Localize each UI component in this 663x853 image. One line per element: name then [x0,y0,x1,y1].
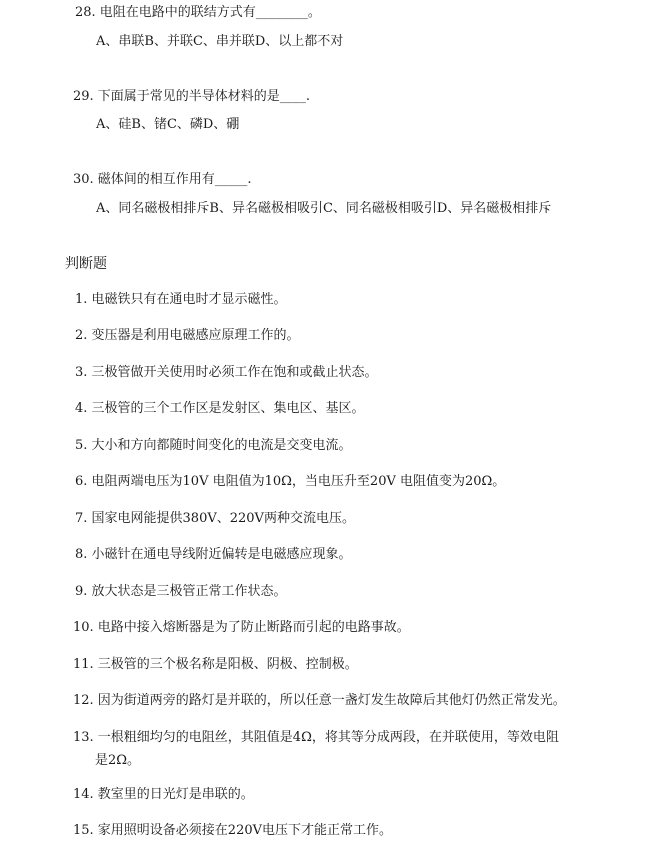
question-29-stem [73,88,310,106]
question-30-blank: _____ [214,172,248,187]
tf-item-6: 6. 电阻两端电压为10V 电阻值为10Ω，当电压升至20V 电阻值变为20Ω。 [75,474,506,489]
tf-item-11: 11. 三极管的三个极名称是阳极、阴极、控制极。 [73,657,358,672]
tf-item-14: 14. 教室里的日光灯是串联的。 [73,787,254,802]
question-29-text: 29. 下面属于常见的半导体材料的是 [73,89,280,104]
question-28-tail: 。 [307,5,321,20]
tf-item-2: 2. 变压器是利用电磁感应原理工作的。 [75,328,300,343]
question-28-blank: ________ [255,5,308,20]
tf-item-5: 5. 大小和方向都随时间变化的电流是交变电流。 [75,438,352,453]
tf-item-9: 9. 放大状态是三极管正常工作状态。 [75,584,287,599]
tf-item-13: 13. 一根粗细均匀的电阻丝，其阻值是4Ω，将其等分成两段，在并联使用，等效电阻 [73,730,559,745]
question-29-blank: ____ [279,89,306,104]
question-30-options: A、同名磁极相排斥B、异名磁极相吸引C、同名磁极相吸引D、异名磁极相排斥 [96,201,552,216]
question-30-tail: . [247,172,252,187]
tf-item-15: 15. 家用照明设备必须接在220V电压下才能正常工作。 [73,823,393,838]
question-29-tail: . [305,89,310,104]
tf-item-12: 12. 因为街道两旁的路灯是并联的，所以任意一盏灯发生故障后其他灯仍然正常发光。 [73,693,566,708]
tf-item-3: 3. 三极管做开关使用时必须工作在饱和或截止状态。 [75,365,378,380]
question-28-options: A、串联B、并联C、串并联D、以上都不对 [96,34,344,49]
tf-item-8: 8. 小磁针在通电导线附近偏转是电磁感应现象。 [75,547,352,562]
tf-item-4: 4. 三极管的三个工作区是发射区、集电区、基区。 [75,401,365,416]
question-29-options: A、硅B、锗C、磷D、硼 [96,117,240,132]
tf-item-7: 7. 国家电网能提供380V、220V两种交流电压。 [75,511,355,526]
tf-item-13-continued: 是2Ω。 [95,753,141,768]
question-30-text: 30. 磁体间的相互作用有 [73,172,215,187]
section-title-true-false: 判断题 [65,256,107,272]
question-30-stem [73,171,251,189]
question-28-stem [75,4,321,22]
question-28-text: 28. 电阻在电路中的联结方式有 [75,5,256,20]
tf-item-10: 10. 电路中接入熔断器是为了防止断路而引起的电路事故。 [73,620,410,635]
tf-item-1: 1. 电磁铁只有在通电时才显示磁性。 [75,292,287,307]
